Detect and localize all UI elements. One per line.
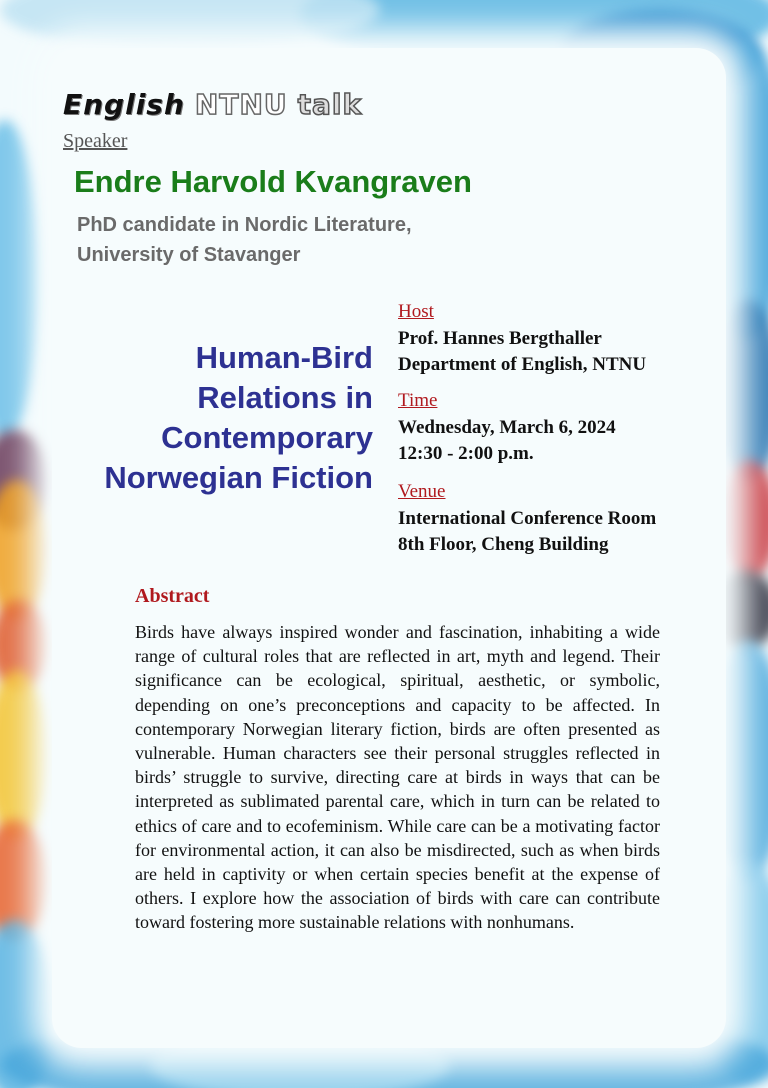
host-block [398,300,646,378]
venue-block [398,480,656,558]
brand-ntnu: NTNU [194,87,288,121]
english-ntnu-talk-logo [63,84,362,124]
talk-title [60,338,373,498]
abstract-body: Birds have always inspired wonder and fascination, inhabiting a wide range of cultural roles that are reflected in art, myth and legend. Their significance can be ecological, spiritual, aesthetic, or symbolic, depending on one’s preconceptions and capacity to be affected. In contemporary Norwegian literary fiction, birds are often presented as vulnerable. Human characters see their personal struggles reflected in birds’ struggle to survive, directing care at birds in ways that can be interpreted as sublimated parental care, which in turn can be related to ethics of care and to ecofeminism. While care can be a motivating factor for environmental action, it can also be misdirected, such as when birds are held in captivity or when certain species benefit at the expense of others. I explore how the association of birds with care can contribute toward fostering more sustainable relations with nonhumans. [135,622,660,933]
brand-talk: talk [297,87,363,121]
time-block [398,389,616,467]
venue-building: 8th Floor, Cheng Building [398,534,609,555]
time-hours: 12:30 - 2:00 p.m. [398,443,534,464]
time-date: Wednesday, March 6, 2024 [398,417,616,438]
talk-title-line: Relations in [197,380,373,415]
time-label: Time [398,390,438,411]
talk-title-line: Norwegian Fiction [104,460,373,495]
speaker-name: Endre Harvold Kvangraven [74,164,472,199]
talk-title-line: Human-Bird [195,340,373,375]
host-name: Prof. Hannes Bergthaller [398,328,602,349]
host-department: Department of English, NTNU [398,354,647,375]
affiliation-line-2: University of Stavanger [77,244,301,266]
speaker-label: Speaker [63,130,128,152]
venue-label: Venue [398,481,446,502]
venue-room: International Conference Room [398,508,657,529]
talk-title-line: Contemporary [161,420,373,455]
abstract-heading: Abstract [135,585,210,607]
brand-english: English [63,87,185,121]
speaker-affiliation [77,210,412,270]
affiliation-line-1: PhD candidate in Nordic Literature, [77,214,412,236]
host-label: Host [398,301,434,322]
